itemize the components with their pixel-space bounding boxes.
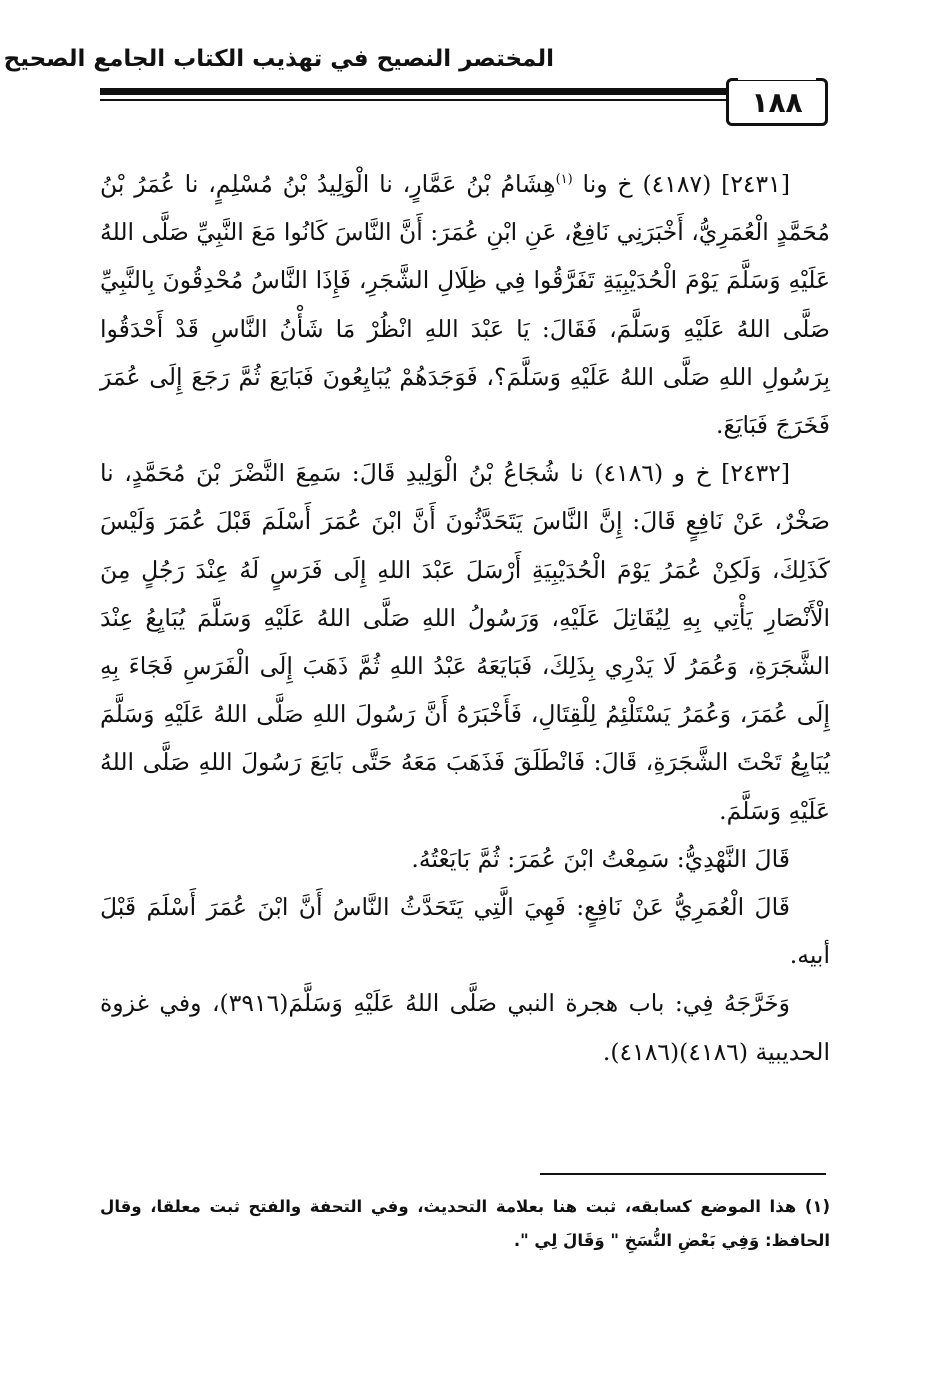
page-number: ١٨٨ [726,78,828,126]
umari-statement: قَالَ الْعُمَرِيُّ عَنْ نَافِعٍ: فَهِيَ الَّتِي يَتَحَدَّثُ النَّاسُ أَنَّ ابْنَ عُمَرَ أَسْلَمَ قَبْلَ أبيه. [100,893,830,970]
hadith-2431-text: هِشَامُ بْنُ عَمَّارٍ، نا الْوَلِيدُ بْنُ مُسْلِمٍ، نا عُمَرُ بْنُ مُحَمَّدٍ الْعُمَرِيُّ، أَخْبَرَنِي نَافِعٌ، عَنِ ابْنِ عُمَرَ: أَنَّ النَّاسَ كَانُوا مَعَ النَّبِيِّ صَلَّى اللهُ عَلَيْهِ وَسَلَّمَ يَوْمَ الْحُدَيْبِيَةِ تَفَرَّقُوا فِي ظِلَالِ الشَّجَرِ، فَإِذَا النَّاسُ مُحْدِقُونَ بِالنَّبِيِّ صَلَّى اللهُ عَلَيْهِ وَسَلَّمَ، فَقَالَ: يَا عَبْدَ اللهِ انْظُرْ مَا شَأْنُ النَّاسِ قَدْ أَحْدَقُوا بِرَسُولِ اللهِ صَلَّى اللهُ عَلَيْهِ وَسَلَّمَ؟، فَوَجَدَهُمْ يُبَايِعُونَ فَبَايَعَ ثُمَّ رَجَعَ إِلَى عُمَرَ فَخَرَجَ فَبَايَعَ. [100,170,830,440]
nahdi-statement: قَالَ النَّهْدِيُّ: سَمِعْتُ ابْنَ عُمَرَ: ثُمَّ بَايَعْتُهُ. [411,844,790,873]
main-text [100,160,830,1076]
footnote-1-text: (١) هذا الموضع كسابقه، ثبت هنا بعلامة التحديث، وفي التحفة والفتح ثبت معلقا، وقال الحافظ: وَفِي بَعْضِ النُّسَخِ " وَقَالَ لِي ". [100,1197,830,1250]
page-number-tab [738,74,816,80]
hadith-2432-text: نا شُجَاعُ بْنُ الْوَلِيدِ قَالَ: سَمِعَ النَّضْرَ بْنَ مُحَمَّدٍ، نا صَخْرٌ، عَنْ نَافِعٍ قَالَ: إِنَّ النَّاسَ يَتَحَدَّثُونَ أَنَّ ابْنَ عُمَرَ أَسْلَمَ قَبْلَ عُمَرَ وَلَيْسَ كَذَلِكَ، وَلَكِنْ عُمَرُ يَوْمَ الْحُدَيْبِيَةِ أَرْسَلَ عَبْدَ اللهِ إِلَى فَرَسٍ لَهُ عِنْدَ رَجُلٍ مِنَ الْأَنْصَارِ يَأْتِي بِهِ لِيُقَاتِلَ عَلَيْهِ، وَرَسُولُ اللهِ صَلَّى اللهُ عَلَيْهِ وَسَلَّمَ يُبَايِعُ عِنْدَ الشَّجَرَةِ، وَعُمَرُ لَا يَدْرِي بِذَلِكَ، فَبَايَعَهُ عَبْدُ اللهِ ثُمَّ ذَهَبَ إِلَى الْفَرَسِ فَجَاءَ بِهِ إِلَى عُمَرَ، وَعُمَرُ يَسْتَلْئِمُ لِلْقِتَالِ، فَأَخْبَرَهُ أَنَّ رَسُولَ اللهِ صَلَّى اللهُ عَلَيْهِ وَسَلَّمَ يُبَايِعُ تَحْتَ الشَّجَرَةِ، قَالَ: فَانْطَلَقَ فَذَهَبَ مَعَهُ حَتَّى بَايَعَ رَسُولَ اللهِ صَلَّى اللهُ عَلَيْهِ وَسَلَّمَ. [100,459,830,825]
hadith-2431-number: [٢٤٣١] (٤١٨٧) [642,170,790,198]
footnote-separator [540,1173,826,1175]
footnote [100,1190,830,1258]
header-rule-thin [100,99,728,101]
hadith-2432-number: [٢٤٣٢] خ و (٤١٨٦) [594,459,790,488]
footnote-ref-1[interactable]: (١) [555,172,573,188]
takhrij-reference: وَخَرَّجَهُ فِي: باب هجرة النبي صَلَّى اللهُ عَلَيْهِ وَسَلَّمَ(٣٩١٦)، وفي غزوة الحديبية (٤١٨٦)(٤١٨٦). [100,989,830,1066]
hadith-2432 [100,449,830,835]
running-header-title: المختصر النصيح في تهذيب الكتاب الجامع الصحيح [3,46,554,72]
header-rule-thick [100,88,728,95]
hadith-2431-prefix: خ ونا [582,170,633,198]
hadith-2431 [100,160,830,449]
